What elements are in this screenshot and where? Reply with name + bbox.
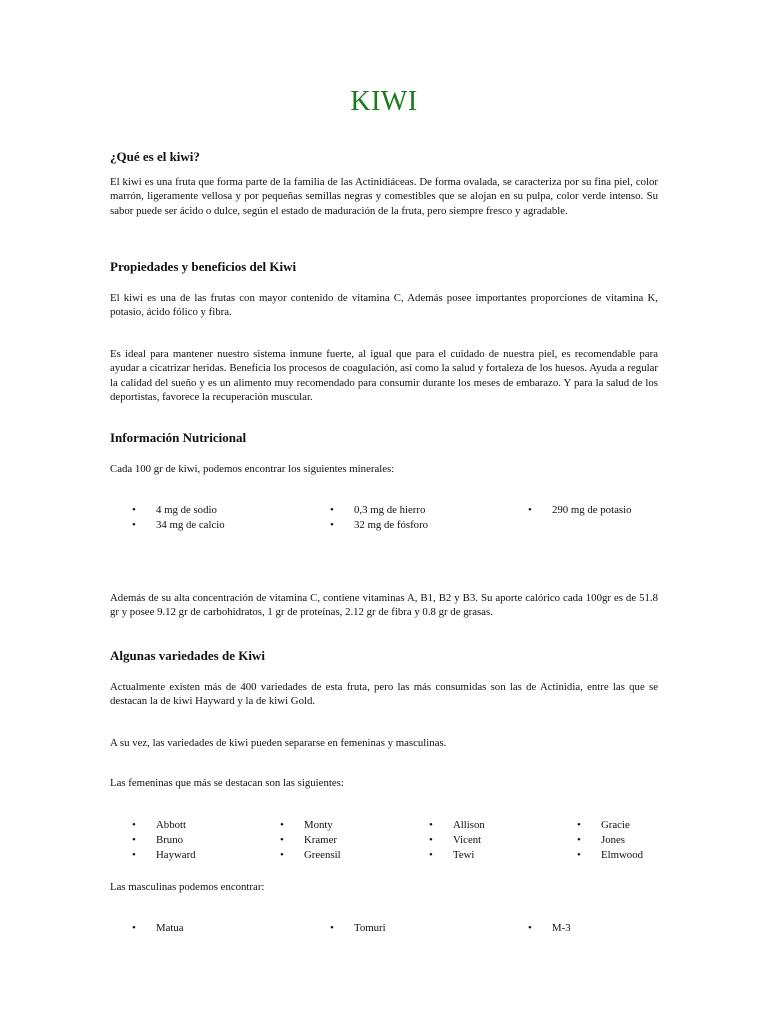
list-item: • Abbott (132, 818, 280, 833)
minerals-list (132, 503, 668, 533)
list-item: • Jones (577, 833, 667, 848)
paragraph-variedades-2: A su vez, las variedades de kiwi pueden separarse en femeninas y masculinas. (110, 737, 447, 749)
list-item: • Monty (280, 818, 429, 833)
list-item: • M-3 (528, 921, 618, 936)
document-title: KIWI (350, 86, 418, 117)
paragraph-variedades-1: Actualmente existen más de 400 variedades de esta fruta, pero las más consumidas son las de Actinidia, entre las que se destacan la de kiwi Hayward y la de kiwi Gold. (110, 681, 658, 708)
list-item: • Kramer (280, 833, 429, 848)
list-item: • Bruno (132, 833, 280, 848)
list-item: • Hayward (132, 848, 280, 863)
list-item: • 0,3 mg de hierro (330, 503, 528, 518)
list-item: • Matua (132, 921, 330, 936)
heading-variedades: Algunas variedades de Kiwi (110, 648, 265, 663)
femeninas-list (132, 818, 667, 863)
paragraph-variedades-3: Las femeninas que más se destacan son las siguientes: (110, 777, 344, 789)
list-item: • Elmwood (577, 848, 667, 863)
paragraph-nutricional-2: Además de su alta concentración de vitamina C, contiene vitaminas A, B1, B2 y B3. Su aporte calórico cada 100gr es de 51.8 gr y posee 9.12 gr de carbohidratos, 1 gr de proteínas, 2.12 gr de fibra y 0.8 gr de grasas. (110, 592, 658, 619)
paragraph-que-es: El kiwi es una fruta que forma parte de la familia de las Actinidiáceas. De forma ovalada, se caracteriza por su fina piel, color marrón, ligeramente vellosa y por pequeñas semillas negras y comestibles que se alojan en su pulpa, color verde intenso. Su sabor puede ser ácido o dulce, según el estado de maduración de la fruta, pero siempre fresco y agradable. (110, 176, 658, 217)
list-item: • Allison (429, 818, 577, 833)
paragraph-variedades-4: Las masculinas podemos encontrar: (110, 881, 265, 893)
list-item: • Vicent (429, 833, 577, 848)
list-item: • Tewi (429, 848, 577, 863)
masculinas-list (132, 921, 618, 936)
list-item: • 290 mg de potasio (528, 503, 668, 518)
list-item: • 4 mg de sodio (132, 503, 330, 518)
heading-que-es: ¿Qué es el kiwi? (110, 149, 200, 164)
paragraph-propiedades-1: El kiwi es una de las frutas con mayor contenido de vitamina C, Además posee importantes proporciones de vitamina K, potasio, ácido fólico y fibra. (110, 292, 658, 319)
list-item: • Gracie (577, 818, 667, 833)
list-item: • 32 mg de fósforo (330, 518, 528, 533)
list-item: • Tomuri (330, 921, 528, 936)
list-item: • Greensil (280, 848, 429, 863)
paragraph-propiedades-2: Es ideal para mantener nuestro sistema inmune fuerte, al igual que para el cuidado de nuestra piel, es recomendable para ayudar a cicatrizar heridas. Beneficia los procesos de coagulación, así como la salud y fortaleza de los huesos. Ayuda a regular la calidad del sueño y es un alimento muy recomendado para consumir durante los meses de embarazo. Y para la salud de los deportistas, favorece la recuperación muscular. (110, 348, 658, 404)
paragraph-nutricional-intro: Cada 100 gr de kiwi, podemos encontrar los siguientes minerales: (110, 463, 395, 475)
heading-propiedades: Propiedades y beneficios del Kiwi (110, 259, 297, 274)
list-item: • 34 mg de calcio (132, 518, 330, 533)
heading-nutricional: Información Nutricional (110, 430, 247, 445)
